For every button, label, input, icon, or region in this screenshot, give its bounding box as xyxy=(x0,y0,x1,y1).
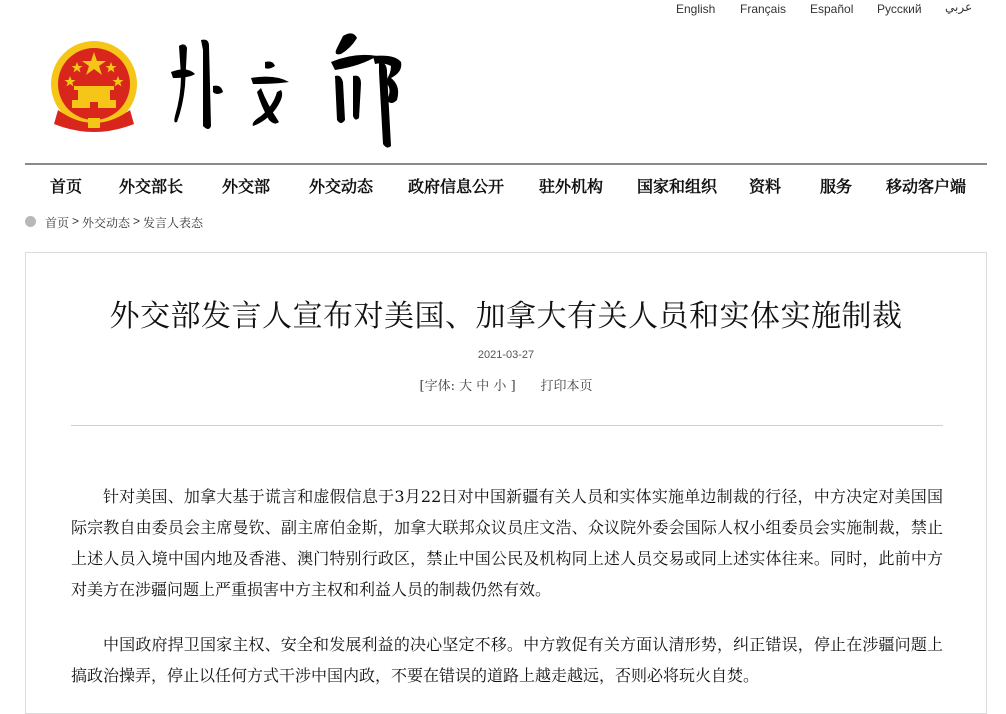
nav-item-foreign-minister[interactable]: 外交部长 xyxy=(119,177,184,196)
ministry-calligraphy-logo[interactable] xyxy=(165,26,435,152)
nav-item-countries-organizations[interactable]: 国家和组织 xyxy=(637,177,718,196)
breadcrumb-bullet-icon xyxy=(25,216,36,227)
breadcrumb-separator: > xyxy=(133,214,141,228)
article-title: 外交部发言人宣布对美国、加拿大有关人员和实体实施制裁 xyxy=(109,299,903,334)
article-paragraph: 针对美国、加拿大基于谎言和虚假信息于3月22日对中国新疆有关人员和实体实施单边制裁的行径，中方决定对美国国际宗教自由委员会主席曼钦、副主席伯金斯，加拿大联邦众议员庄文浩、众议院外委会国际人权小组委员会实施制裁，禁止上述人员入境中国内地及香港、澳门特别行政区，禁止中国公民及机构同上述人员交易或同上述实体往来。同时，此前中方对美方在涉疆问题上严重损害中方主权和利益人员的制裁仍然有效。 xyxy=(71,487,943,599)
nav-item-mobile-client[interactable]: 移动客户端 xyxy=(886,177,967,196)
main-nav xyxy=(25,166,987,202)
nav-item-government-info[interactable]: 政府信息公开 xyxy=(408,177,505,196)
font-size-medium-button[interactable]: 中 xyxy=(476,379,490,394)
nav-item-resources[interactable]: 资料 xyxy=(749,177,782,196)
breadcrumb-spokesperson-link[interactable]: 发言人表态 xyxy=(143,216,204,230)
font-size-large-button[interactable]: 大 xyxy=(459,379,473,394)
national-emblem-icon[interactable] xyxy=(50,40,138,132)
breadcrumb-diplomatic-news-link[interactable]: 外交动态 xyxy=(82,216,131,230)
language-bar xyxy=(0,0,1006,22)
font-size-label-close: ] xyxy=(510,379,516,394)
font-size-label-open: [字体: xyxy=(419,379,455,394)
article-paragraph: 中国政府捍卫国家主权、安全和发展利益的决心坚定不移。中方敦促有关方面认清形势，纠正错误，停止在涉疆问题上搞政治操弄，停止以任何方式干涉中国内政，不要在错误的道路上越走越远，否则必将玩火自焚。 xyxy=(71,635,943,685)
nav-item-diplomatic-news[interactable]: 外交动态 xyxy=(309,177,374,196)
article-divider xyxy=(71,425,943,426)
breadcrumb-separator: > xyxy=(72,214,80,228)
nav-top-rule xyxy=(25,163,987,165)
lang-french-link[interactable]: Français xyxy=(740,2,787,16)
lang-english-link[interactable]: English xyxy=(676,2,716,16)
nav-item-services[interactable]: 服务 xyxy=(820,177,853,196)
nav-item-ministry[interactable]: 外交部 xyxy=(222,177,271,196)
breadcrumb-home-link[interactable]: 首页 xyxy=(45,216,70,230)
lang-arabic-link[interactable]: عربي xyxy=(945,0,973,14)
lang-russian-link[interactable]: Русский xyxy=(877,2,922,16)
nav-item-overseas-missions[interactable]: 驻外机构 xyxy=(539,177,604,196)
article-date: 2021-03-27 xyxy=(477,349,535,361)
print-page-button[interactable]: 打印本页 xyxy=(540,379,593,394)
nav-item-home[interactable]: 首页 xyxy=(50,177,83,196)
font-size-small-button[interactable]: 小 xyxy=(493,379,507,394)
article-container xyxy=(25,252,987,714)
article-tools xyxy=(26,375,986,394)
lang-spanish-link[interactable]: Español xyxy=(810,2,854,16)
